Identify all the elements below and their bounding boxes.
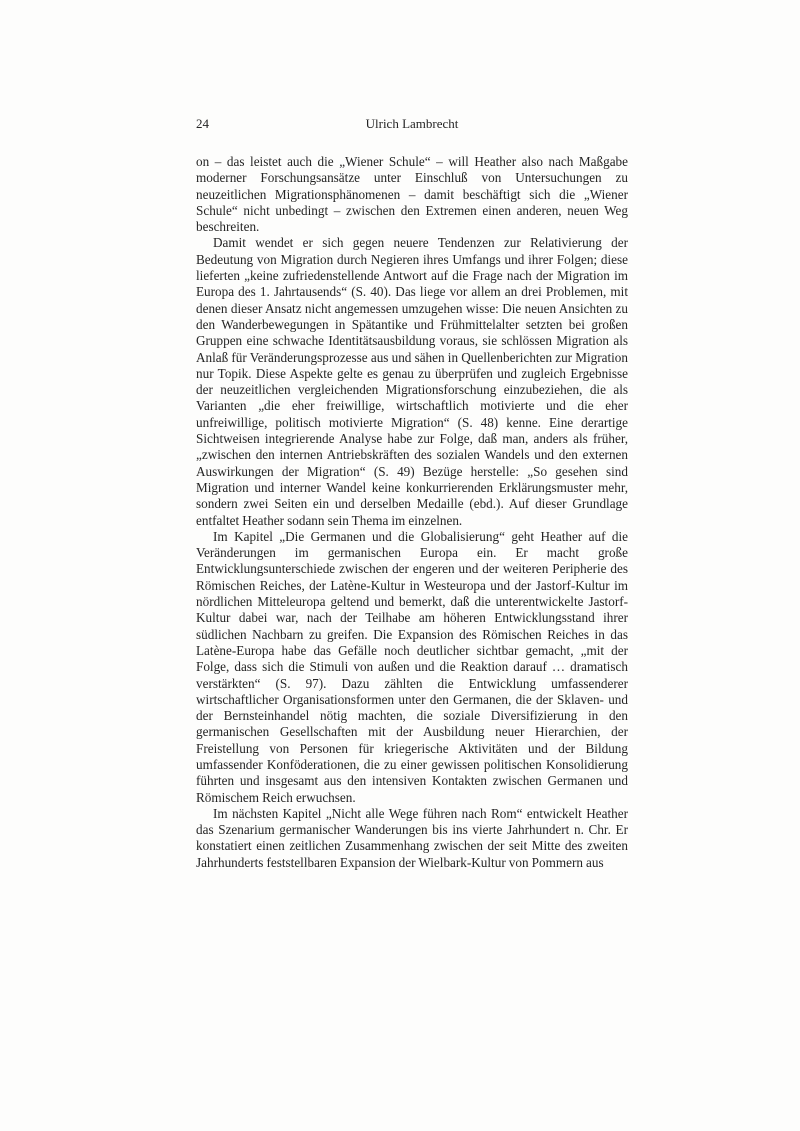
page-header [196, 116, 628, 132]
paragraph: Damit wendet er sich gegen neuere Tendenzen zur Relativierung der Bedeutung von Migration durch Negieren ihres Umfangs und ihrer Folgen; diese lieferten „keine zufriedenstellende Antwort auf die Frage nach der Migration im Europa des 1. Jahrtausends“ (S. 40). Das liege vor allem an drei Problemen, mit denen dieser Ansatz nicht angemessen umzugehen wisse: Die neuen Ansichten zu den Wanderbewegungen in Spätantike und Frühmittelalter setzten bei großen Gruppen eine schwache Identitätsausbildung voraus, sie schlössen Migration als Anlaß für Veränderungsprozesse aus und sähen in Quellenberichten zur Migration nur Topik. Diese Aspekte gelte es genau zu überprüfen und zugleich Ergebnisse der neuzeitlichen vergleichenden Migrationsforschung einzubeziehen, die als Varianten „die eher freiwillige, wirtschaftlich motivierte und die eher unfreiwillige, politisch motivierte Migration“ (S. 48) kenne. Eine derartige Sichtweisen integrierende Analyse habe zur Folge, daß man, anders als früher, „zwischen den internen Antriebskräften des sozialen Wandels und den externen Auswirkungen der Migration“ (S. 49) Bezüge herstelle: „So gesehen sind Migration und interner Wandel keine konkurrierenden Erklärungsmuster mehr, sondern zwei Seiten ein und derselben Medaille (ebd.). Auf dieser Grundlage entfaltet Heather sodann sein Thema im einzelnen. [196, 235, 628, 528]
page-number: 24 [196, 116, 209, 131]
paragraph: Im Kapitel „Die Germanen und die Globalisierung“ geht Heather auf die Veränderungen im germanischen Europa ein. Er macht große Entwicklungsunterschiede zwischen der engeren und der weiteren Peripherie des Römischen Reiches, der Latène-Kultur in Westeuropa und der Jastorf-Kultur im nördlichen Mitteleuropa geltend und bemerkt, daß die unterentwickelte Jastorf-Kultur dabei war, nach der Teilhabe am höheren Entwicklungsstand ihrer südlichen Nachbarn zu greifen. Die Expansion des Römischen Reiches in das Latène-Europa habe das Gefälle noch deutlicher sichtbar gemacht, „mit der Folge, dass sich die Stimuli von außen und die Reaktion darauf … dramatisch verstärkten“ (S. 97). Dazu zählten die Entwicklung umfassenderer wirtschaftlicher Organisationsformen unter den Germanen, die der Sklaven- und der Bernsteinhandel nötig machten, die soziale Diversifizierung in den germanischen Gesellschaften mit der Ausbildung neuer Hierarchien, der Freistellung von Personen für kriegerische Aktivitäten und der Bildung umfassender Konföderationen, die zu einer gewissen politischen Konsolidierung führten und insgesamt aus den intensiven Kontakten zwischen Germanen und Römischem Reich erwuchsen. [196, 528, 628, 805]
running-title: Ulrich Lambrecht [365, 116, 459, 131]
text-column [196, 116, 628, 871]
paragraph: Im nächsten Kapitel „Nicht alle Wege führen nach Rom“ entwickelt Heather das Szenarium germanischer Wanderungen bis ins vierte Jahrhundert n. Chr. Er konstatiert einen zeitlichen Zusammenhang zwischen der seit Mitte des zweiten Jahrhunderts feststellbaren Expansion der Wielbark-Kultur von Pommern aus [196, 805, 628, 870]
paragraph-continuation: on – das leistet auch die „Wiener Schule“ – will Heather also nach Maßgabe moderner Forschungsansätze unter Einschluß von Untersuchungen zu neuzeitlichen Migrationsphänomenen – damit beschäftigt sich die „Wiener Schule“ nicht unbedingt – zwischen den Extremen einen anderen, neuen Weg beschreiten. [196, 154, 628, 235]
body-text [196, 154, 628, 871]
